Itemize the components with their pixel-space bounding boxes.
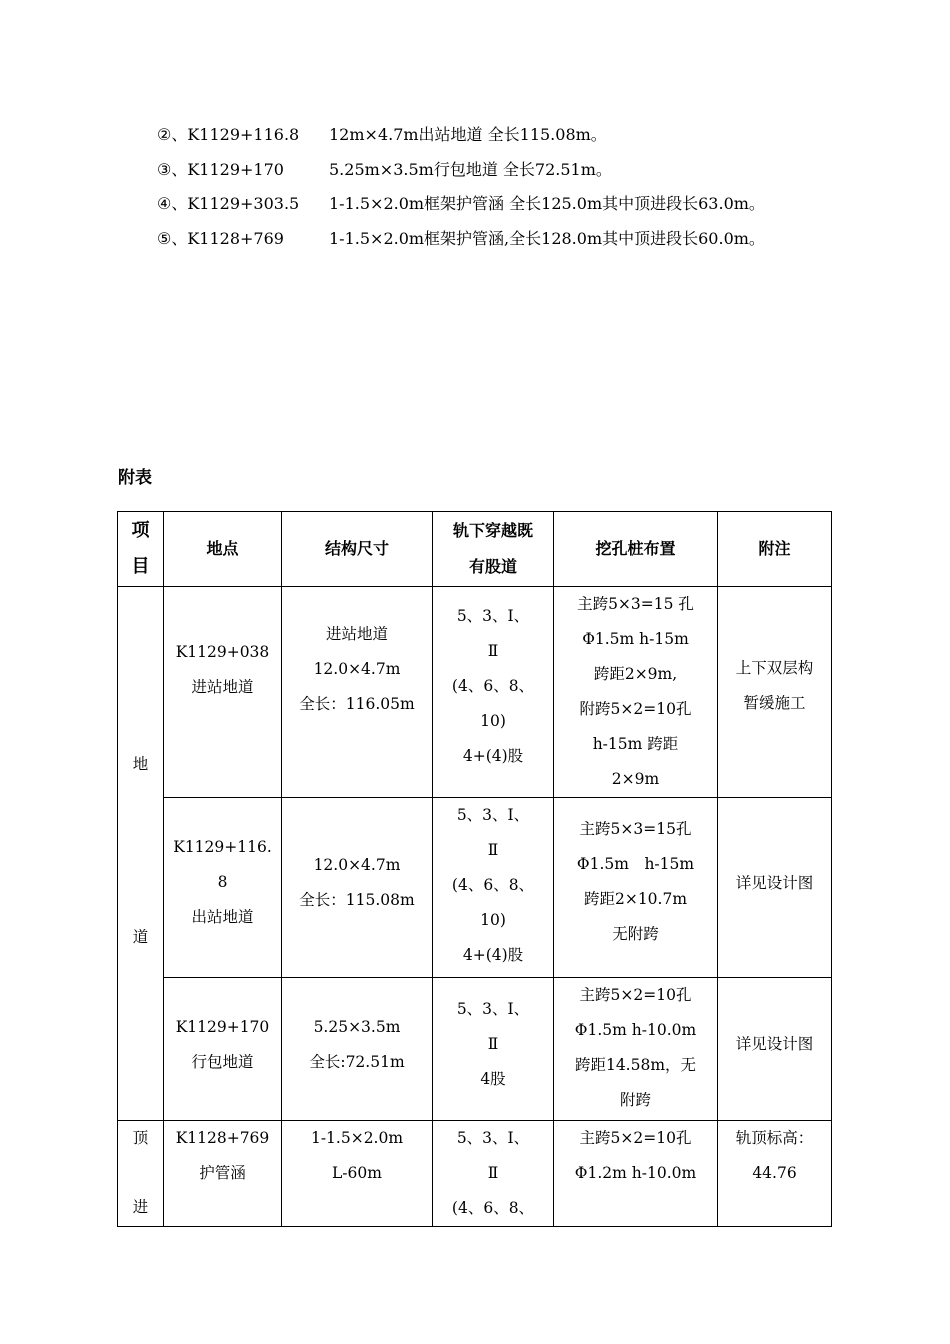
table-row xyxy=(118,978,832,1121)
header-tracks-line: 轨下穿越既 xyxy=(452,521,533,540)
line-desc: 1-1.5×2.0m框架护管涵,全长128.0m其中顶进段长60.0m。 xyxy=(329,228,765,248)
line-desc: 1-1.5×2.0m框架护管涵 全长125.0m其中顶进段长63.0m。 xyxy=(329,194,765,213)
cell-line: (4、6、8、 xyxy=(451,677,535,695)
cell-line: Φ1.5m h-15m xyxy=(582,630,689,648)
cell-line: L-60m xyxy=(332,1164,382,1182)
cell-notes xyxy=(718,1121,832,1227)
cell-line: 4+(4)股 xyxy=(462,747,524,765)
cell-line: 上下双层构 xyxy=(735,659,814,677)
cell-line: 暂缓施工 xyxy=(743,694,806,712)
header-piles: 挖孔桩布置 xyxy=(554,512,718,587)
group-label-jacking xyxy=(118,1121,164,1227)
cell-line: 主跨5×2=10孔 xyxy=(579,986,692,1004)
cell-notes xyxy=(718,587,832,798)
cell-line: 详见设计图 xyxy=(735,1035,814,1053)
cell-tracks xyxy=(433,798,554,978)
header-tracks xyxy=(433,512,554,587)
table-row xyxy=(118,1121,832,1227)
cell-line: Ⅱ xyxy=(487,841,499,859)
table-row xyxy=(118,798,832,978)
cell-line: (4、6、8、 xyxy=(451,876,535,894)
cell-line: 全长:72.51m xyxy=(309,1053,405,1071)
line-desc: 12m×4.7m出站地道 全长115.08m。 xyxy=(329,125,607,144)
cell-location xyxy=(164,798,282,978)
cell-tracks xyxy=(433,587,554,798)
cell-line: K1128+769 xyxy=(175,1129,270,1147)
cell-line: Ⅱ xyxy=(487,1164,499,1182)
cell-structure xyxy=(282,798,433,978)
cell-location xyxy=(164,1121,282,1227)
appendix-title: 附表 xyxy=(118,468,152,488)
group-char: 地 xyxy=(132,755,149,773)
line-desc: 5.25m×3.5m行包地道 全长72.51m。 xyxy=(329,159,612,179)
cell-location xyxy=(164,978,282,1121)
cell-piles xyxy=(554,978,718,1121)
cell-line: 12.0×4.7m xyxy=(313,856,401,874)
header-project-line: 目 xyxy=(131,556,150,577)
cell-line: 10) xyxy=(480,712,506,730)
cell-line: 进站地道 xyxy=(325,625,388,643)
appendix-table xyxy=(117,511,832,1227)
cell-line: 行包地道 xyxy=(191,1053,254,1071)
header-notes: 附注 xyxy=(718,512,832,587)
cell-structure xyxy=(282,1121,433,1227)
group-char: 顶 xyxy=(132,1129,149,1147)
cell-line: 跨距14.58m，无 xyxy=(574,1056,697,1074)
cell-line: 5、3、Ⅰ、 xyxy=(456,607,530,625)
table-header-row xyxy=(118,512,832,587)
cell-piles xyxy=(554,587,718,798)
table-row xyxy=(118,587,832,798)
cell-line: K1129+170 xyxy=(175,1018,270,1036)
group-char: 进 xyxy=(132,1198,149,1216)
group-label-underpass xyxy=(118,587,164,1121)
header-project xyxy=(118,512,164,587)
header-location: 地点 xyxy=(164,512,282,587)
cell-line: 进站地道 xyxy=(191,678,254,696)
cell-tracks xyxy=(433,1121,554,1227)
cell-line: 12.0×4.7m xyxy=(313,660,401,678)
cell-line: 出站地道 xyxy=(191,908,254,926)
cell-line: 5、3、Ⅰ、 xyxy=(456,1129,530,1147)
cell-line: K1129+116. xyxy=(173,838,272,856)
cell-line: Φ1.2m h-10.0m xyxy=(574,1164,697,1182)
cell-line: Ⅱ xyxy=(487,642,499,660)
cell-notes xyxy=(718,978,832,1121)
cell-line: 2×9m xyxy=(611,770,660,788)
cell-notes xyxy=(718,798,832,978)
cell-line: Φ1.5m h-15m xyxy=(576,855,695,873)
cell-line: 5.25×3.5m xyxy=(313,1018,401,1036)
cell-line: Φ1.5m h-10.0m xyxy=(574,1021,697,1039)
cell-structure xyxy=(282,587,433,798)
cell-line: 跨距2×10.7m xyxy=(583,890,688,908)
cell-line: 8 xyxy=(217,873,228,891)
cell-line: 5、3、Ⅰ、 xyxy=(456,1000,530,1018)
cell-line: 跨距2×9m, xyxy=(593,665,678,683)
cell-location xyxy=(164,587,282,798)
cell-line: 轨顶标高： xyxy=(735,1129,814,1147)
cell-structure xyxy=(282,978,433,1121)
cell-line: 主跨5×3=15孔 xyxy=(579,820,692,838)
cell-line: 附跨5×2=10孔 xyxy=(579,700,692,718)
cell-line: 4+(4)股 xyxy=(462,946,524,964)
cell-line: h-15m 跨距 xyxy=(592,735,679,753)
header-tracks-line: 有股道 xyxy=(468,557,517,576)
cell-line: 44.76 xyxy=(752,1164,797,1182)
group-char: 道 xyxy=(132,928,149,946)
line-marker: ⑤、K1128+769 xyxy=(157,228,284,248)
cell-line: 4股 xyxy=(480,1070,506,1088)
cell-line: 10) xyxy=(480,911,506,929)
cell-line: Ⅱ xyxy=(487,1035,499,1053)
cell-line: 主跨5×3=15 孔 xyxy=(577,595,694,613)
cell-line: 详见设计图 xyxy=(735,874,814,892)
cell-line: 无附跨 xyxy=(612,925,659,943)
cell-line: 全长：115.08m xyxy=(299,891,415,909)
line-marker: ②、K1129+116.8 xyxy=(157,125,300,144)
line-marker: ④、K1129+303.5 xyxy=(157,194,300,213)
cell-line: 护管涵 xyxy=(199,1164,246,1182)
header-structure: 结构尺寸 xyxy=(282,512,433,587)
cell-line: 1-1.5×2.0m xyxy=(310,1129,404,1147)
cell-line: K1129+038 xyxy=(175,643,270,661)
cell-line: 5、3、Ⅰ、 xyxy=(456,806,530,824)
cell-line: 附跨 xyxy=(619,1091,651,1109)
cell-tracks xyxy=(433,978,554,1121)
cell-line: (4、6、8、 xyxy=(451,1199,535,1217)
cell-piles xyxy=(554,798,718,978)
cell-line: 全长：116.05m xyxy=(299,695,415,713)
cell-piles xyxy=(554,1121,718,1227)
header-project-line: 项 xyxy=(131,520,150,541)
line-marker: ③、K1129+170 xyxy=(157,159,284,179)
cell-line: 主跨5×2=10孔 xyxy=(579,1129,692,1147)
